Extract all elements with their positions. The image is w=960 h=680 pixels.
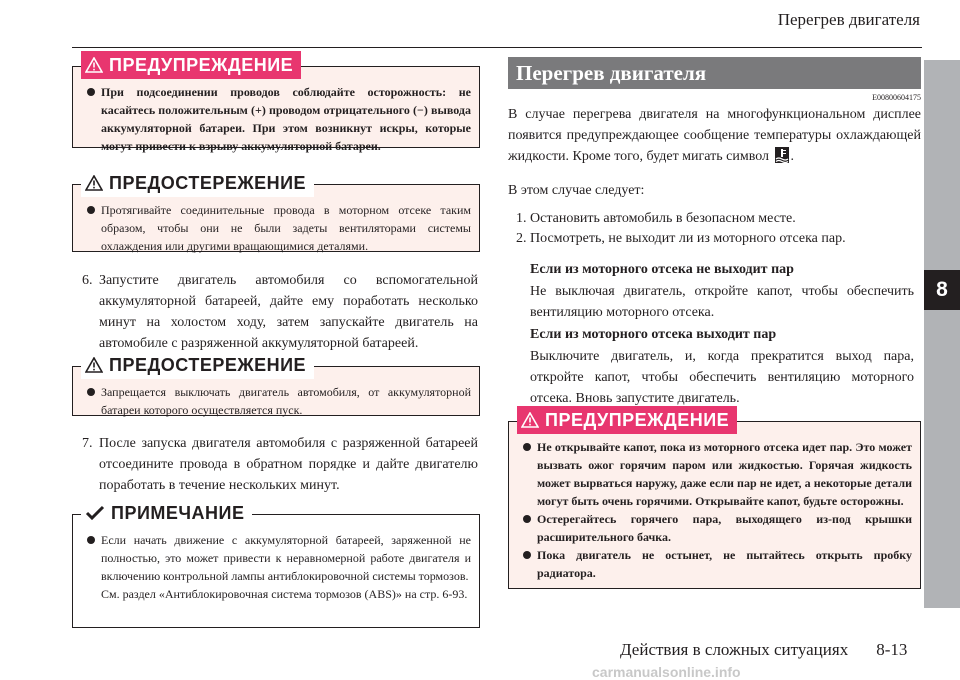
- coolant-temperature-icon: [775, 147, 789, 163]
- note-item: Если начать движение с аккумуляторной батареей, заряженной не полностью, это может привести к неравномерной работе двигателя и включению контрольной лампы антиблокировочной системы тормозов.: [81, 531, 471, 585]
- checkmark-icon: [85, 505, 105, 521]
- warning-triangle-icon: [521, 412, 539, 428]
- page-number: 8-13: [876, 640, 908, 659]
- caution-header: [81, 351, 471, 379]
- step-number: 1.: [516, 211, 527, 226]
- step-text: Остановить автомобиль в безопасном месте.: [530, 211, 796, 226]
- warning-item: Не открывайте капот, пока из моторного отсека идет пар. Это может вызвать ожог горячим паром или жидкостью. Горячая жидкость может вырваться наружу, даже если пар не идет, а некоторые детали могут быть очень горячими. Открывайте капот, будьте осторожны.: [517, 438, 912, 510]
- action-step: [516, 228, 916, 249]
- warning-header: [81, 51, 471, 79]
- intro-text-end: .: [790, 149, 795, 164]
- warning-list: [517, 438, 912, 582]
- intro-paragraph: [508, 104, 921, 167]
- case-no-steam-text: Не выключая двигатель, откройте капот, чтобы обеспечить вентиляцию моторного отсека.: [530, 284, 914, 320]
- warning-list: [81, 83, 471, 155]
- note-label: ПРИМЕЧАНИЕ: [81, 499, 252, 527]
- section-title: Перегрев двигателя: [508, 57, 921, 89]
- step-number: 6.: [82, 273, 93, 288]
- warning-triangle-icon: [85, 175, 103, 191]
- note-box: [72, 503, 480, 628]
- warning-item: Пока двигатель не остынет, не пытайтесь открыть пробку радиатора.: [517, 546, 912, 582]
- caution-box-engine-off: [72, 355, 480, 417]
- warning-box-connect: [72, 55, 480, 153]
- step-text: Посмотреть, не выходит ли из моторного отсека пар.: [530, 231, 846, 246]
- warning-item: Остерегайтесь горячего пара, выходящего из-под крышки расширительного бачка.: [517, 510, 912, 546]
- chapter-number: 8: [924, 270, 960, 310]
- warning-triangle-icon: [85, 57, 103, 73]
- warning-label: ПРЕДУПРЕЖДЕНИЕ: [81, 51, 301, 79]
- warning-triangle-icon: [85, 357, 103, 373]
- step-6: [82, 270, 478, 354]
- caution-box-cables: [72, 173, 480, 253]
- note-reference: См. раздел «Антиблокировочная система тормозов (ABS)» на стр. 6-93.: [101, 587, 468, 601]
- intro-text: В случае перегрева двигателя на многофункциональном дисплее появится предупреждающее сообщение температуры охлаждающей жидкости. Кроме того, будет мигать символ: [508, 107, 921, 164]
- page-footer: [620, 640, 907, 660]
- caution-label: ПРЕДОСТЕРЕЖЕНИЕ: [81, 169, 314, 197]
- caution-item: Запрещается выключать двигатель автомобиля, от аккумуляторной батареи которого осуществляется пуск.: [81, 383, 471, 419]
- page-header-title: Перегрев двигателя: [777, 10, 920, 29]
- case-no-steam-heading: Если из моторного отсека не выходит пар: [530, 262, 794, 277]
- caution-list: [81, 383, 471, 419]
- step-number: 2.: [516, 231, 527, 246]
- footer-section: Действия в сложных ситуациях: [620, 640, 849, 659]
- caution-label: ПРЕДОСТЕРЕЖЕНИЕ: [81, 351, 314, 379]
- caution-header: [81, 169, 471, 197]
- warning-header: [517, 406, 912, 434]
- warning-box-steam: [508, 410, 921, 589]
- chapter-side-tab: [924, 60, 960, 608]
- note-list: [81, 531, 471, 585]
- step-7: [82, 433, 478, 496]
- step-text: Запустите двигатель автомобиля со вспомогательной аккумуляторной батареей, дайте ему поработать несколько минут на холостом ходу, затем запускайте двигатель на автомобиле с разряженной аккумуляторной батареей.: [99, 273, 478, 351]
- follow-text: В этом случае следует:: [508, 183, 645, 198]
- watermark: carmanualsonline.info: [592, 664, 741, 680]
- action-step: [516, 208, 916, 229]
- case-steam-text: Выключите двигатель, и, когда прекратится выход пара, откройте капот, чтобы обеспечить вентиляцию моторного отсека. Вновь запустите двигатель.: [530, 349, 914, 406]
- step-text: После запуска двигателя автомобиля с разряженной батареей отсоедините провода в обратном порядке и дайте двигателю поработать в течение нескольких минут.: [99, 436, 478, 493]
- case-steam-heading: Если из моторного отсека выходит пар: [530, 327, 777, 342]
- caution-item: Протягивайте соединительные провода в моторном отсеке таким образом, чтобы они не были задеты вентиляторами системы охлаждения или другими вращающимися деталями.: [81, 201, 471, 255]
- note-header: [81, 499, 471, 527]
- caution-list: [81, 201, 471, 255]
- step-number: 7.: [82, 436, 93, 451]
- warning-label: ПРЕДУПРЕЖДЕНИЕ: [517, 406, 737, 434]
- header-rule: [72, 47, 922, 48]
- warning-item: При подсоединении проводов соблюдайте осторожность: не касайтесь положительным (+) проводом отрицательного (−) вывода аккумуляторной батареи. При этом возникнут искры, которые могут привести к взрыву аккумуляторной батареи.: [81, 83, 471, 155]
- document-code: E00800604175: [872, 93, 921, 102]
